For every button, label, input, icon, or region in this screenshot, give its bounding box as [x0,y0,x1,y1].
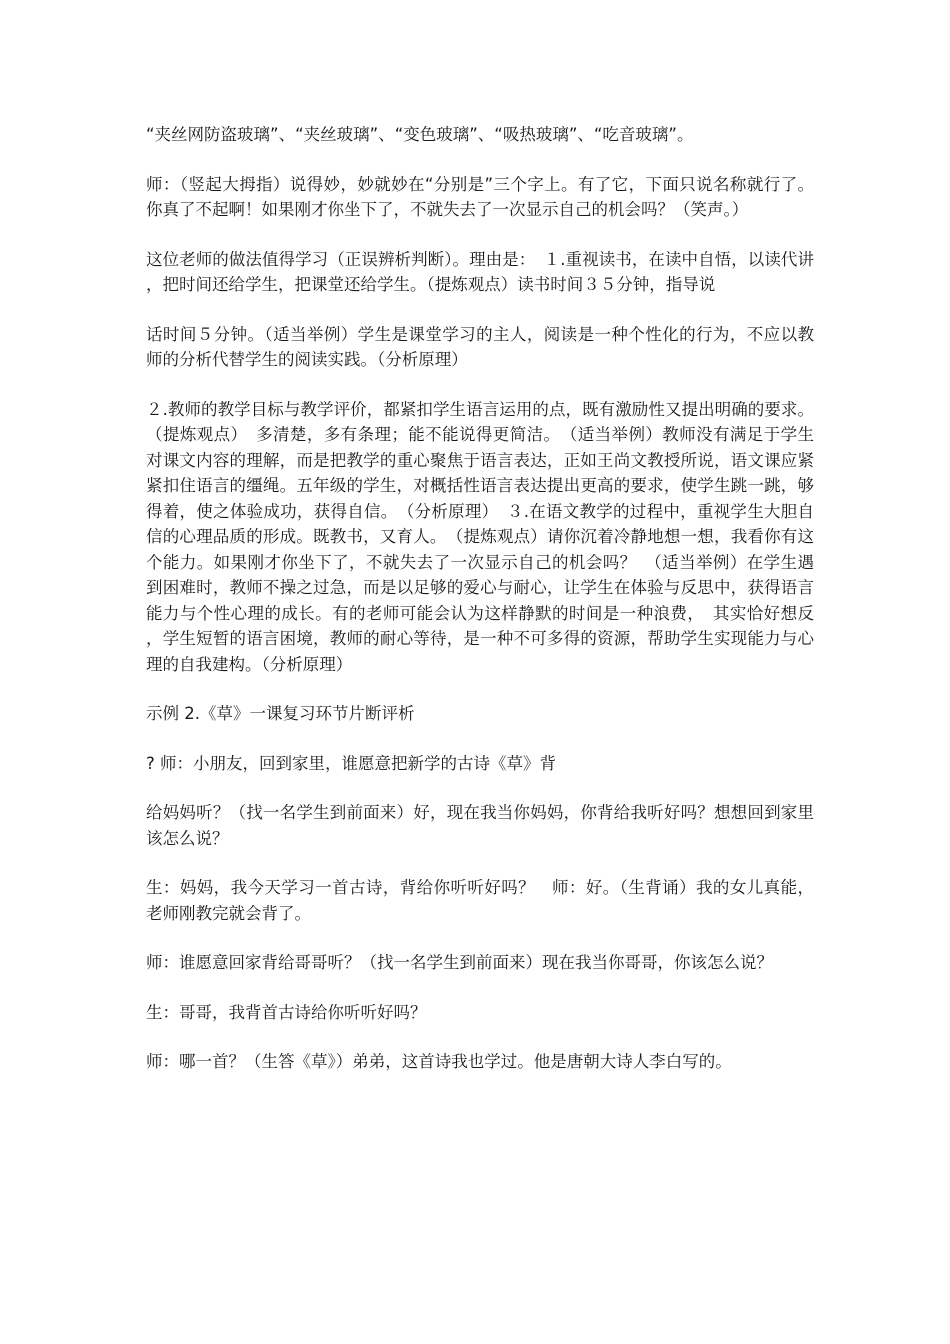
paragraph-teacher-praise: 师：（竖起大拇指）说得妙，妙就妙在“分别是”三个字上。有了它，下面只说名称就行了。你真了不起啊！如果刚才你坐下了，不就失去了一次显示自己的机会吗？（笑声。） [146,174,814,219]
document-body [146,122,814,1099]
paragraph-reason-one: 这位老师的做法值得学习（正误辨析判断）。理由是： １.重视读书，在读中自悟，以读代讲，把时间还给学生，把课堂还给学生。（提炼观点）读书时间３５分钟，指导说 [146,249,814,294]
paragraph-example-heading: 示例 2.《草》一课复习环节片断评析 [146,704,415,723]
paragraph-speaking-time: 话时间５分钟。（适当举例）学生是课堂学习的主人，阅读是一种个性化的行为，不应以教师的分析代替学生的阅读实践。（分析原理） [146,324,814,369]
paragraph-student-brother: 生：哥哥，我背首古诗给你听听好吗？ [146,1002,427,1022]
paragraph-student-mom: 生：妈妈，我今天学习一首古诗，背给你听听好吗？ 师：好。（生背诵）我的女儿真能，老师刚教完就会背了。 [146,878,814,923]
paragraph-reasons-two-three: ２.教师的教学目标与教学评价，都紧扣学生语言运用的点，既有激励性又提出明确的要求。（提炼观点） 多清楚，多有条理；能不能说得更简洁。 （适当举例）教师没有满足于学生对课文内容的理解，而是把教学的重心聚焦于语言表达，正如王尚文教授所说，语文课应紧紧扣住语言的缰绳。五年级的学生，对概括性语言表达提出更高的要求，使学生跳一跳，够得着，使之体验成功，获得自信。 （分析原理） ３.在语文教学的过程中，重视学生大胆自信的心理品质的形成。既教书，又育人。 （提炼观点）请你沉着冷静地想一想，我看你有这个能力。如果刚才你坐下了，不就失去了一次显示自己的机会吗？ （适当举例）在学生遇到困难时，教师不操之过急，而是以足够的爱心与耐心，让学生在体验与反思中，获得语言能力与个性心理的成长。有的老师可能会认为这样静默的时间是一种浪费， 其实恰好想反，学生短暂的语言困境，教师的耐心等待，是一种不可多得的资源，帮助学生实现能力与心理的自我建构。（分析原理） [146,399,814,674]
paragraph-recite-to-mom: 给妈妈听？（找一名学生到前面来）好，现在我当你妈妈，你背给我听好吗？想想回到家里该怎么说？ [146,803,814,848]
paragraph-glass-names: “夹丝网防盗玻璃”、“夹丝玻璃”、“变色玻璃”、“吸热玻璃”、“吃音玻璃”。 [146,125,694,144]
paragraph-recite-to-brother: 师：谁愿意回家背给哥哥听？（找一名学生到前面来）现在我当你哥哥，你该怎么说？ [146,953,773,972]
paragraph-teacher-question: ? 师：小朋友，回到家里，谁愿意把新学的古诗《草》背 [146,753,557,773]
paragraph-teacher-which-poem: 师：哪一首？（生答《草》）弟弟，这首诗我也学过。他是唐朝大诗人李白写的。 [146,1052,732,1071]
